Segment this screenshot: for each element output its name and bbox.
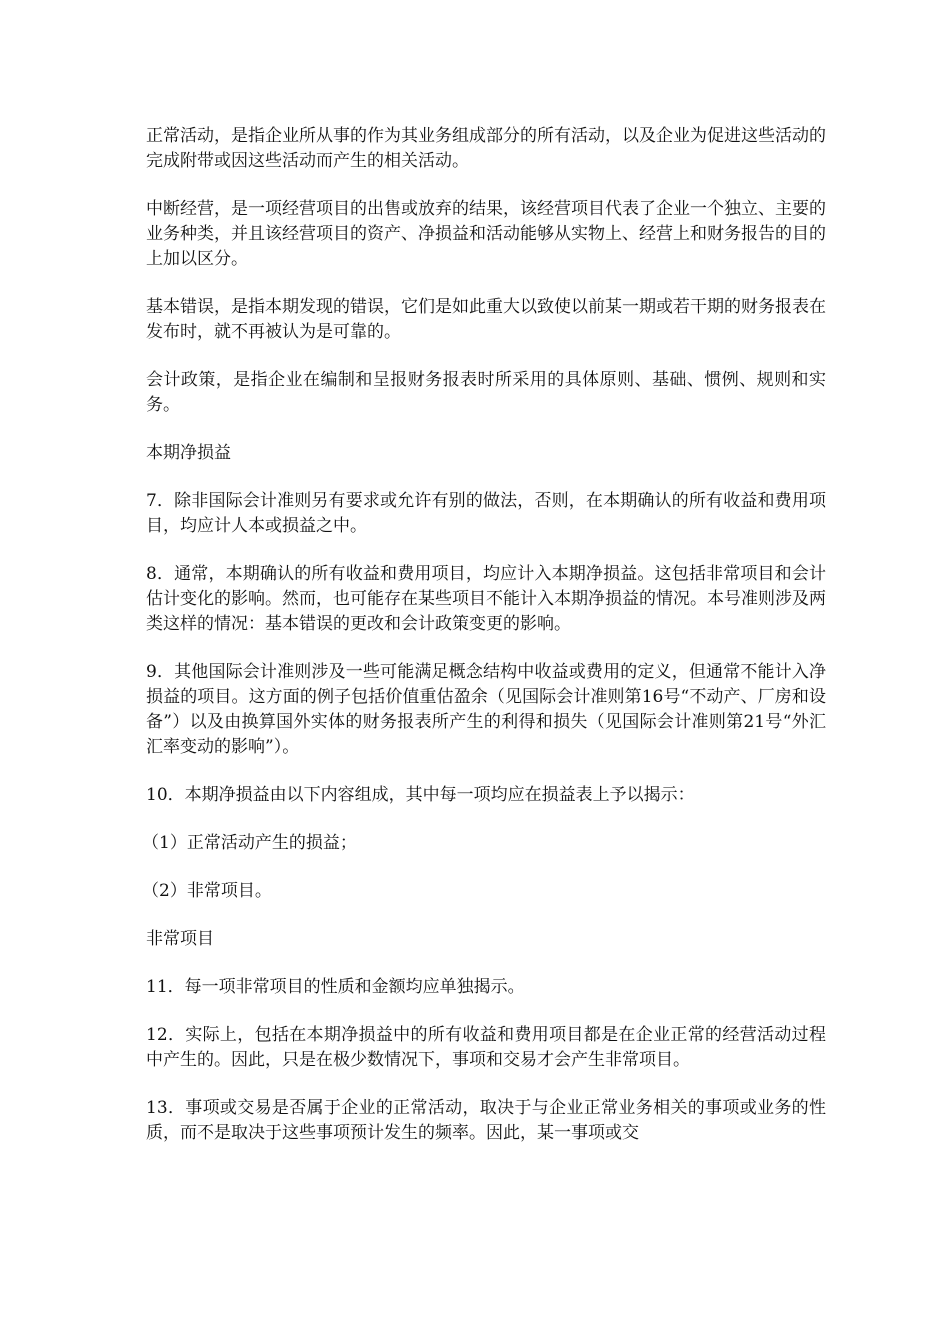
paragraph-accounting-policies: 会计政策，是指企业在编制和呈报财务报表时所采用的具体原则、基础、惯例、规则和实务。 xyxy=(146,370,826,415)
paragraph-11: 11．每一项非常项目的性质和金额均应单独揭示。 xyxy=(146,977,525,997)
paragraph-13: 13．事项或交易是否属于企业的正常活动，取决于与企业正常业务相关的事项或业务的性质，而不是取决于这些事项预计发生的频率。因此，某一事项或交 xyxy=(146,1098,826,1143)
paragraph-7: 7．除非国际会计准则另有要求或允许有别的做法，否则，在本期确认的所有收益和费用项目，均应计人本或损益之中。 xyxy=(146,491,826,536)
paragraph-12: 12．实际上，包括在本期净损益中的所有收益和费用项目都是在企业正常的经营活动过程中产生的。因此，只是在极少数情况下，事项和交易才会产生非常项目。 xyxy=(146,1025,826,1070)
paragraph-fundamental-errors: 基本错误，是指本期发现的错误，它们是如此重大以致使以前某一期或若干期的财务报表在发布时，就不再被认为是可靠的。 xyxy=(146,297,826,342)
paragraph-10: 10．本期净损益由以下内容组成，其中每一项均应在损益表上予以揭示： xyxy=(146,785,695,805)
list-item-1: （1）正常活动产生的损益； xyxy=(142,833,357,853)
section-heading-extraordinary-items: 非常项目 xyxy=(146,929,214,949)
document-page xyxy=(142,124,826,1169)
paragraph-8: 8．通常，本期确认的所有收益和费用项目，均应计入本期净损益。这包括非常项目和会计估计变化的影响。然而，也可能存在某些项目不能计入本期净损益的情况。本号准则涉及两类这样的情况：基本错误的更改和会计政策变更的影响。 xyxy=(146,564,826,634)
paragraph-ordinary-activities: 正常活动，是指企业所从事的作为其业务组成部分的所有活动，以及企业为促进这些活动的完成附带或因这些活动而产生的相关活动。 xyxy=(146,126,826,171)
section-heading-net-profit: 本期净损益 xyxy=(146,443,231,463)
list-item-2: （2）非常项目。 xyxy=(142,881,272,901)
paragraph-discontinued-operation: 中断经营，是一项经营项目的出售或放弃的结果，该经营项目代表了企业一个独立、主要的业务种类，并且该经营项目的资产、净损益和活动能够从实物上、经营上和财务报告的目的上加以区分。 xyxy=(146,199,826,269)
paragraph-9: 9．其他国际会计准则涉及一些可能满足概念结构中收益或费用的定义，但通常不能计入净损益的项目。这方面的例子包括价值重估盈余（见国际会计准则第16号“不动产、厂房和设备”）以及由换算国外实体的财务报表所产生的利得和损失（见国际会计准则第21号“外汇汇率变动的影响”）。 xyxy=(146,662,826,757)
